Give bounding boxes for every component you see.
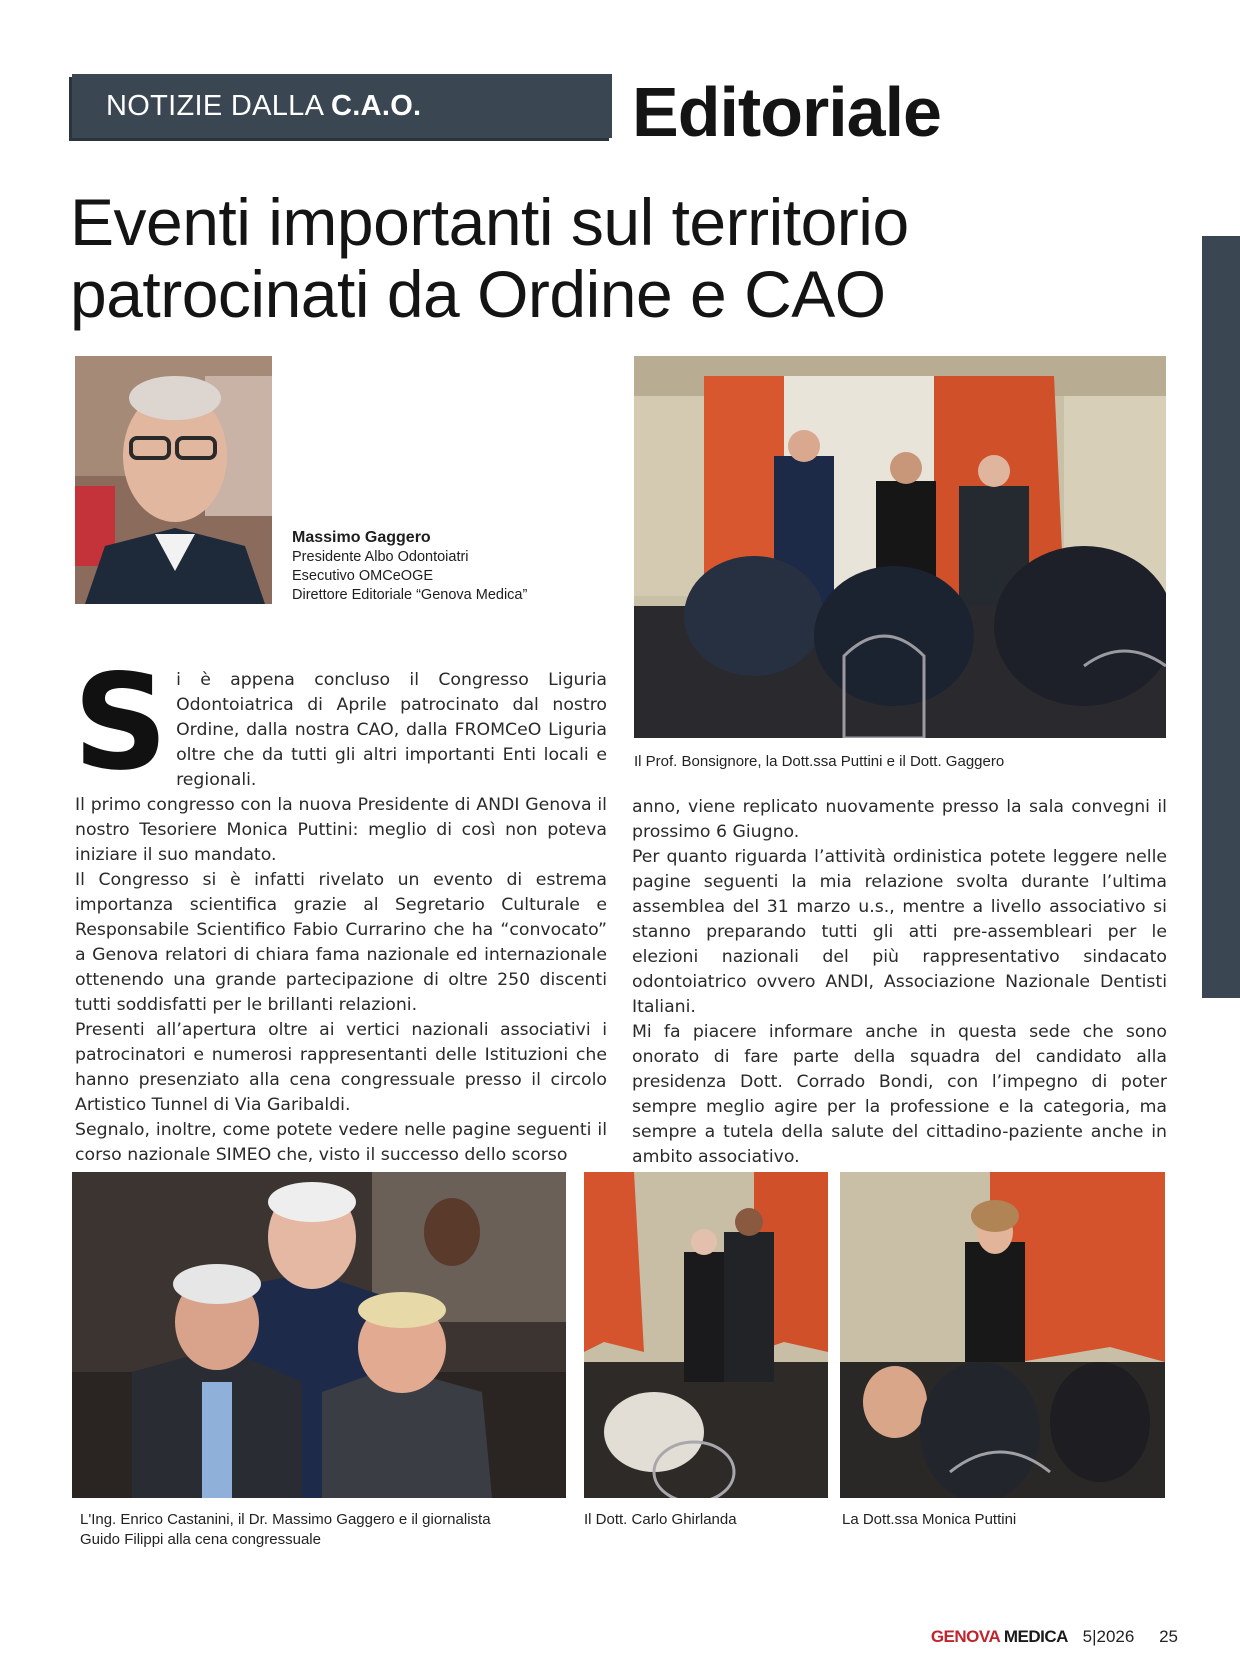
headline <box>70 186 1150 330</box>
article-paragraph-6: anno, viene replicato nuovamente presso la sala convegni il prossimo 6 Giugno. <box>632 797 1167 842</box>
headline-line-2: patrocinati da Ordine e CAO <box>70 257 886 331</box>
article-paragraph-8: Mi fa piacere informare anche in questa sede che sono onorato di fare parte della squadra del candidato alla presidenza Dott. Corrado Bondi, con l’impegno di poter sempre meglio agire per la professione e la categoria, ma sempre a tutela della salute del cittadino-paziente anche in ambito associativo. <box>632 1022 1167 1167</box>
footer <box>931 1626 1178 1648</box>
article-paragraph-4: Presenti all’apertura oltre ai vertici nazionali associativi i patrocinatori e numerosi rappresentanti delle Istituzioni che hanno presenziato alla cena congressuale presso il circolo Artistico Tunnel di Via Garibaldi. <box>75 1020 607 1115</box>
author-name: Massimo Gaggero <box>292 529 431 546</box>
event-photo-bottom-left <box>72 1172 566 1498</box>
article-column-right <box>632 795 1167 1170</box>
article-paragraph-5: Segnalo, inoltre, come potete vedere nelle pagine seguenti il corso nazionale SIMEO che, visto il successo dello scorso <box>75 1120 607 1165</box>
dropcap: S <box>73 646 169 800</box>
caption-bottom-left-line-2: Guido Filippi alla cena congressuale <box>80 1531 321 1548</box>
article-column-left <box>73 646 607 1168</box>
section-band <box>72 74 612 138</box>
footer-brand-red: GENOVA <box>930 1627 1000 1646</box>
section-prefix: NOTIZIE DALLA <box>106 90 331 122</box>
event-photo-bottom-right <box>840 1172 1165 1498</box>
footer-issue: 5|2026 <box>1082 1627 1135 1646</box>
caption-bottom-right: La Dott.ssa Monica Puttini <box>842 1511 1017 1528</box>
article-paragraph-1: i è appena concluso il Congresso Liguria Odontoiatrica di Aprile patrocinato dal nostro Ordine, dalla nostra CAO, dalla FROMCeO Liguria oltre che da tutti gli altri importanti Enti locali e regionali. <box>176 670 607 790</box>
author-role-2: Esecutivo OMCeOGE <box>292 568 434 584</box>
author-info <box>292 528 612 605</box>
section-label: Editoriale <box>632 73 941 151</box>
article-paragraph-3: Il Congresso si è infatti rivelato un evento di estrema importanza scientifica grazie al Segretario Culturale e Responsabile Scientifico Fabio Currarino che ha “convocato” a Genova relatori di chiara fama nazionale ed internazionale ottenendo una grande partecipazione di oltre 250 discenti tutti soddisfatti per le brillanti relazioni. <box>75 870 607 1015</box>
page-number: 25 <box>1159 1627 1178 1646</box>
caption-bottom-left <box>80 1510 560 1550</box>
author-portrait <box>75 356 272 604</box>
article-paragraph-7: Per quanto riguarda l’attività ordinistica potete leggere nelle pagine seguenti la mia relazione svolta durante l’ultima assemblea del 31 marzo u.s., mentre a livello associativo si stanno preparando tutti gli atti pre-assembleari per le elezioni nazionali del più rappresentativo sindacato odontoiatrico ovvero ANDI, Associazione Nazionale Dentisti Italiani. <box>632 847 1167 1017</box>
event-photo-top <box>634 356 1166 738</box>
footer-brand-black: MEDICA <box>999 1627 1068 1646</box>
side-tab <box>1202 236 1240 998</box>
caption-top-photo: Il Prof. Bonsignore, la Dott.ssa Puttini e il Dott. Gaggero <box>634 753 1005 770</box>
caption-bottom-middle: Il Dott. Carlo Ghirlanda <box>584 1511 737 1528</box>
section-bold: C.A.O. <box>331 90 422 122</box>
article-paragraph-2: Il primo congresso con la nuova Presidente di ANDI Genova il nostro Tesoriere Monica Puttini: meglio di così non poteva iniziare il suo mandato. <box>75 795 607 865</box>
caption-bottom-left-line-1: L'Ing. Enrico Castanini, il Dr. Massimo Gaggero e il giornalista <box>80 1511 491 1528</box>
event-photo-bottom-middle <box>584 1172 828 1498</box>
author-role-1: Presidente Albo Odontoiatri <box>292 549 469 565</box>
author-role-3: Direttore Editoriale “Genova Medica” <box>292 587 528 603</box>
headline-line-1: Eventi importanti sul territorio <box>70 185 909 259</box>
